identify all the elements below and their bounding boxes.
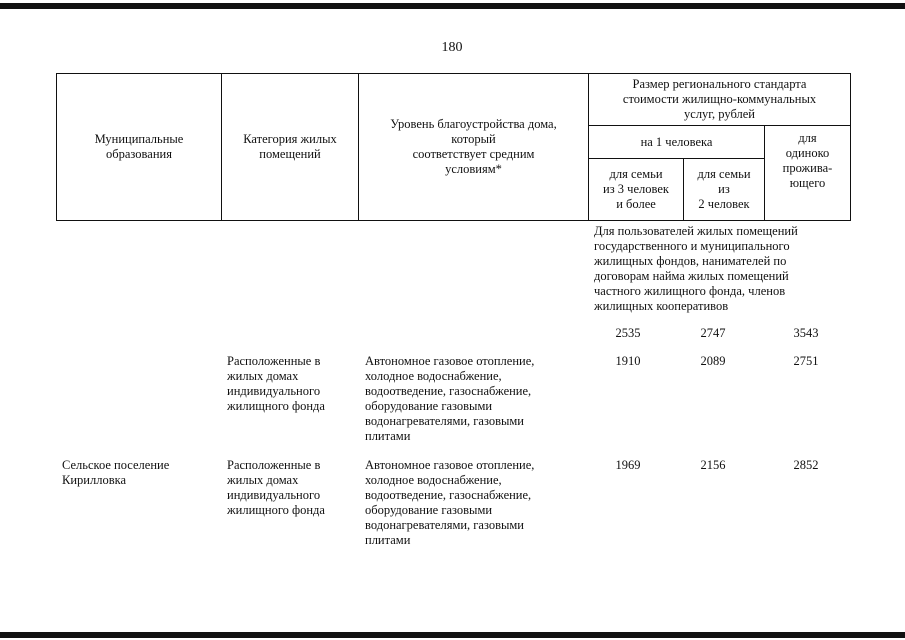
row-level: Автономное газовое отопление, холодное водоснабжение, водоотведение, газоснабжение, оборудование газовыми водонагревателями, газовыми плитами bbox=[365, 354, 535, 443]
header-per-person: на 1 человека bbox=[640, 134, 713, 149]
header-municipalities: Муниципальные образования bbox=[94, 132, 184, 161]
header-standard-title: Размер регионального стандарта стоимости жилищно-коммунальных услуг, рублей bbox=[622, 77, 817, 121]
section-note: Для пользователей жилых помещений государственного и муниципального жилищных фондов, нанимателей по договорам найма жилых помещений частного жилищного фонда, членов жилищных кооперативов bbox=[594, 224, 798, 313]
row-single: 2751 bbox=[793, 354, 819, 368]
row-category: Расположенные в жилых домах индивидуального жилищного фонда bbox=[227, 458, 325, 517]
header-category: Категория жилых помещений bbox=[243, 132, 337, 161]
row-family3: 1910 bbox=[615, 354, 641, 368]
summary-single: 3543 bbox=[793, 326, 819, 340]
row-family2: 2089 bbox=[700, 354, 726, 368]
header-level: Уровень благоустройства дома, который соответствует средним условиям* bbox=[390, 117, 557, 176]
bottom-rule bbox=[0, 632, 905, 638]
summary-family2: 2747 bbox=[700, 326, 726, 340]
table-header bbox=[56, 73, 851, 221]
row-category: Расположенные в жилых домах индивидуального жилищного фонда bbox=[227, 354, 325, 413]
header-single: для одиноко прожива- ющего bbox=[782, 131, 833, 190]
row-municipality: Сельское поселение Кирилловка bbox=[62, 458, 170, 487]
page-number: 180 bbox=[441, 40, 463, 55]
row-family2: 2156 bbox=[700, 458, 726, 472]
row-level: Автономное газовое отопление, холодное водоснабжение, водоотведение, газоснабжение, оборудование газовыми водонагревателями, газовыми плитами bbox=[365, 458, 535, 547]
header-family3: для семьи из 3 человек и более bbox=[603, 167, 669, 211]
summary-family3: 2535 bbox=[615, 326, 641, 340]
header-family2: для семьи из 2 человек bbox=[697, 167, 751, 211]
top-rule bbox=[0, 3, 905, 9]
row-single: 2852 bbox=[793, 458, 819, 472]
row-family3: 1969 bbox=[615, 458, 641, 472]
